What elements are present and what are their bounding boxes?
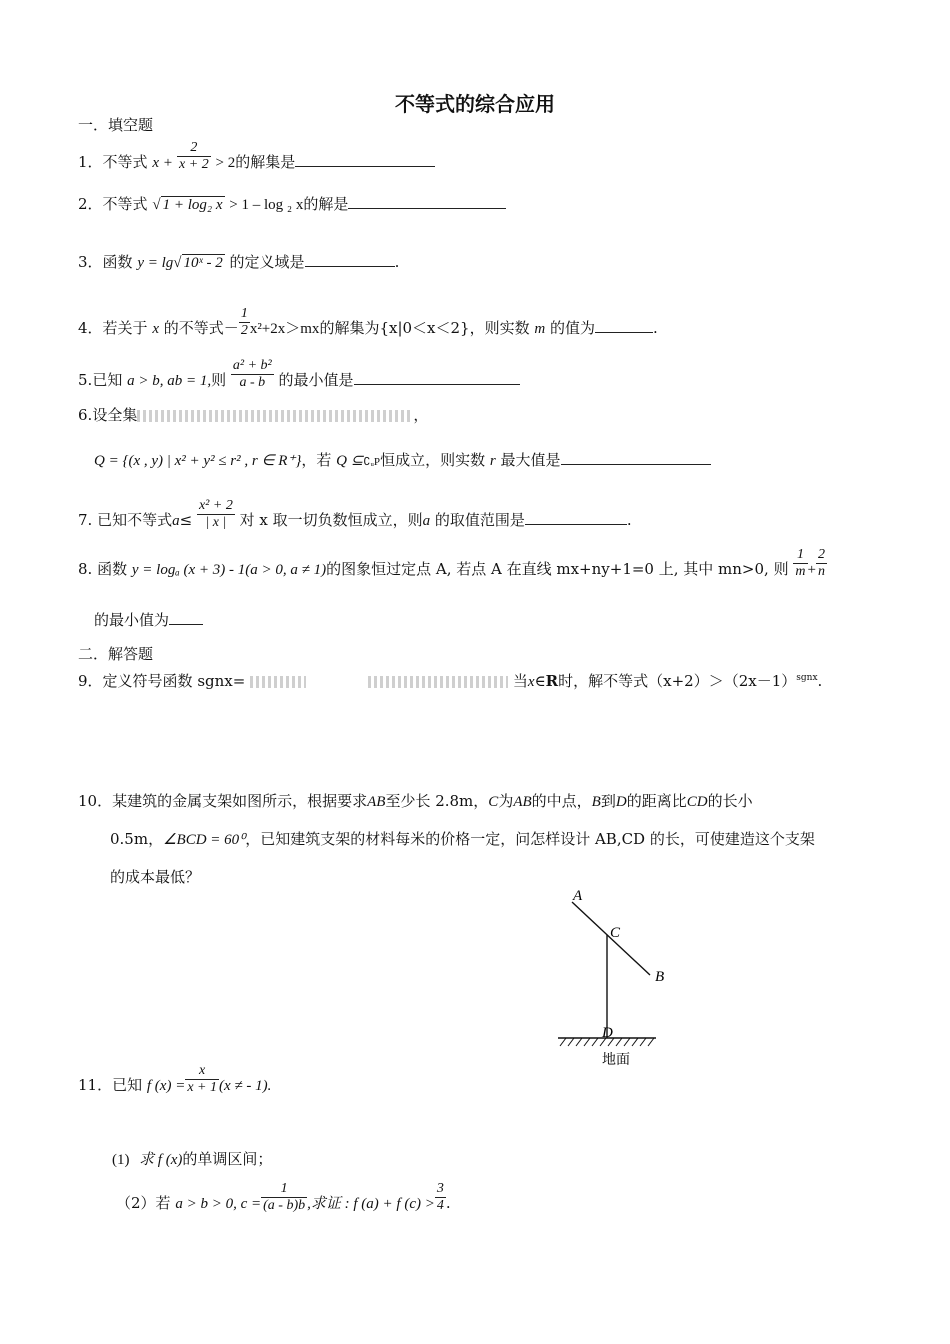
q9-prefix: 定义符号函数 sgnx=: [102, 672, 246, 690]
q7-answer-blank: [525, 510, 627, 525]
section-fill-in-heading: 一．填空题: [78, 116, 154, 134]
q8-fraction-1: $\frac{1}{m}$: [795, 546, 806, 579]
q6-complement: ∁ᵤP: [363, 456, 381, 468]
q10-text-h: 0.5m，: [110, 830, 164, 848]
q11-part-2-number: （2）: [116, 1194, 156, 1212]
q4-suffix: 的值为: [550, 319, 596, 337]
q11-part-2-ratio: $\frac{3}{4}$: [436, 1180, 444, 1213]
q2-prefix: 不等式: [102, 195, 148, 213]
label-b: B: [655, 969, 665, 985]
q3-suffix: 的定义域是: [229, 253, 305, 271]
q6-answer-blank: [561, 450, 711, 465]
q3-function: y = lg: [137, 255, 174, 271]
q9-x: x: [527, 674, 535, 690]
q9-in: ∈: [534, 672, 546, 690]
q7-mid: 对 x 取一切负数恒成立，则: [239, 511, 423, 529]
q1-prefix: 不等式: [102, 153, 148, 171]
q8-mid: 的图象恒过定点 A, 若点 A 在直线 mx+ny+1=0 上, 其中 mn>0, 则: [326, 560, 789, 578]
q8-fraction-2: $\frac{2}{n}$: [817, 546, 825, 579]
q6-mid: 恒成立，则实数: [380, 451, 486, 469]
q7-prefix: 已知不等式: [97, 511, 173, 529]
q3-radicand: 10ˣ - 2: [183, 255, 223, 271]
question-10-line-3: 的成本最低？: [110, 868, 201, 886]
q10-ab-2: AB: [513, 794, 532, 810]
q10-text-a: 某建筑的金属支架如图所示，根据要求: [112, 792, 368, 810]
question-10-line-2: [110, 830, 815, 849]
q3-answer-blank: [305, 252, 395, 267]
q10-number: 10．: [78, 792, 113, 810]
q8-line-2-text: 的最小值为: [94, 611, 170, 629]
q10-d: D: [615, 794, 627, 810]
section-solution-heading: 二．解答题: [78, 645, 154, 663]
q11-prefix: 已知: [112, 1076, 143, 1094]
q1-plus: +: [163, 155, 173, 171]
q9-suffix: 时，解不等式（x+2）＞（2x－1）: [558, 672, 797, 690]
question-8: [78, 546, 827, 580]
question-4: [78, 305, 658, 339]
q8-answer-blank: [169, 610, 203, 625]
q1-suffix: 的解集是: [235, 153, 296, 171]
q3-end: .: [394, 253, 400, 271]
q4-mid2: 的解集为{x|0＜x＜2}，则实数: [319, 319, 530, 337]
q10-c: C: [488, 794, 499, 810]
q11-part-2-claim: ,求证 : f (a) + f (c) >: [307, 1196, 435, 1212]
q1-number: 1．: [78, 153, 103, 171]
q7-number: 7.: [78, 511, 93, 529]
question-11-part-1: [112, 1150, 272, 1169]
q7-fraction: $\frac{\text{x² + 2}}{| x |}$: [198, 497, 233, 530]
question-11-part-2: [116, 1180, 451, 1214]
question-3: 3．函数 y = lg√ 10ˣ - 2 的定义域是 .: [78, 253, 400, 271]
q11-fraction: $\frac{x}{x + 1}$: [187, 1062, 217, 1095]
q4-x: x: [152, 321, 160, 337]
q8-function: y = logₐ (x + 3) - 1(a > 0, a ≠ 1): [131, 562, 327, 578]
q4-expression: x²+2x＞mx: [249, 321, 320, 337]
q5-suffix: 的最小值是: [278, 371, 354, 389]
q6-suffix: 最大值是: [500, 451, 561, 469]
q11-condition: (x ≠ - 1).: [219, 1078, 272, 1094]
q6-if: ，若: [301, 451, 332, 469]
q10-angle: ∠BCD = 60⁰: [163, 832, 246, 848]
q4-fraction: $\frac{1}{2}$: [240, 305, 248, 338]
q10-text-e: 到: [600, 792, 616, 810]
q10-cd: CD: [686, 794, 708, 810]
q7-end: .: [626, 511, 632, 529]
q11-part-2-if: 若: [155, 1194, 171, 1212]
q10-text-c: 为: [498, 792, 514, 810]
q3-prefix: 函数: [102, 253, 133, 271]
q4-end: .: [653, 319, 658, 337]
q5-then: 则: [211, 371, 227, 389]
label-ground: 地面: [602, 1052, 630, 1068]
q11-part-2-end: .: [445, 1194, 451, 1212]
q7-le: ≤: [179, 511, 193, 529]
q7-a: a: [172, 513, 180, 529]
q11-number: 11．: [78, 1076, 113, 1094]
q8-plus: +: [807, 562, 816, 578]
q10-text-d: 的中点，: [531, 792, 592, 810]
q1-inequality: > 2: [215, 155, 236, 171]
q10-text-g: 的长小: [707, 792, 753, 810]
q10-text-f: 的距离比: [626, 792, 687, 810]
q4-m: m: [534, 321, 546, 337]
question-7: [78, 497, 632, 531]
label-c: C: [610, 925, 621, 941]
q6-set-p-image: [137, 410, 413, 422]
q2-radicand: 1 + log₂ x: [162, 197, 223, 213]
q3-number: 3．: [78, 253, 103, 271]
label-d: D: [602, 1025, 613, 1041]
q2-suffix: 的解是: [303, 195, 349, 213]
question-6-line-1: [78, 406, 428, 424]
q1-fraction: $\frac{2}{x + 2}$: [179, 139, 209, 172]
bracket-figure: [550, 880, 670, 1070]
q6-subset: Q ⊆: [336, 453, 364, 469]
q7-suffix: 的取值范围是: [434, 511, 525, 529]
q6-r: r: [489, 453, 496, 469]
q11-part-1-number: (1): [112, 1152, 130, 1168]
q11-part-2-condition: a > b > 0, c =: [175, 1196, 262, 1212]
q10-text-b: 至少长 2.8m，: [385, 792, 489, 810]
q1-x: x: [152, 155, 160, 171]
q6-set-q: Q = {(x , y) | x² + y² ≤ r² , r ∈ R⁺}: [94, 453, 302, 469]
q9-cases-image: [368, 676, 508, 688]
question-2: 2．不等式 √ 1 + log₂ x > 1 – log ₂ x的解是: [78, 194, 506, 214]
q4-prefix: 若关于: [102, 319, 148, 337]
question-10-line-1: [78, 792, 753, 811]
q8-prefix: 函数: [97, 560, 128, 578]
q6-prefix: 设全集: [92, 406, 138, 424]
q9-brace-image: [250, 676, 306, 688]
q10-text-i: ，已知建筑支架的材料每米的价格一定，问怎样设计 AB,CD 的长，可使建造这个支架: [245, 830, 815, 848]
question-1: [78, 139, 435, 173]
page-title: 不等式的综合应用: [395, 92, 555, 116]
q5-prefix: 已知: [92, 371, 123, 389]
q6-comma: ，: [413, 406, 429, 424]
q9-exponent: sgnx: [796, 673, 818, 683]
q11-function: f (x) =: [146, 1078, 186, 1094]
question-8-line-2: [94, 610, 203, 629]
q9-end: .: [817, 672, 823, 690]
q5-fraction: $\frac{\text{a² + b²}}{a - b}$: [232, 357, 272, 390]
q10-b: B: [591, 794, 601, 810]
q2-number: 2．: [78, 195, 103, 213]
q8-number: 8.: [78, 560, 93, 578]
q4-number: 4．: [78, 319, 103, 337]
label-a: A: [573, 888, 583, 904]
question-9: [78, 669, 822, 691]
q9-number: 9．: [78, 672, 103, 690]
q5-answer-blank: [354, 370, 520, 385]
q5-number: 5.: [78, 371, 93, 389]
question-5: [78, 357, 520, 391]
q11-part-2-fraction: $\frac{1}{(a - b)b}$: [263, 1180, 306, 1213]
q11-part-1-text: 的单调区间；: [182, 1150, 273, 1168]
q6-number: 6.: [78, 406, 93, 424]
q9-R: R: [545, 672, 559, 690]
q9-when: 当: [512, 672, 528, 690]
q1-answer-blank: [295, 152, 435, 167]
q2-inequality: > 1 – log ₂ x: [229, 197, 304, 213]
question-11: [78, 1062, 272, 1096]
q4-answer-blank: [595, 318, 653, 333]
q10-ab: AB: [367, 794, 386, 810]
question-6-line-2: [94, 450, 711, 471]
q11-part-1-function: 求 f (x): [139, 1152, 183, 1168]
q2-answer-blank: [348, 194, 506, 209]
q5-condition: a > b, ab = 1,: [127, 373, 212, 389]
q4-mid1: 的不等式－: [163, 319, 239, 337]
q7-a2: a: [422, 513, 431, 529]
